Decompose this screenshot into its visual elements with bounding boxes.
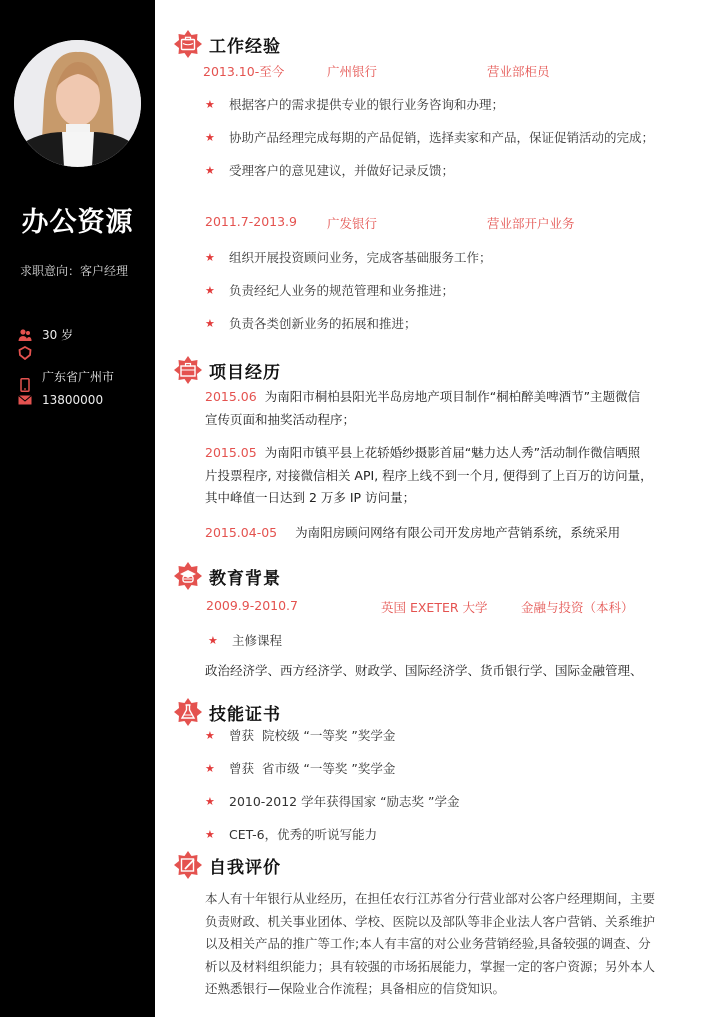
section-education [173, 561, 281, 591]
section-title: 工作经验 [209, 36, 281, 57]
star-icon: ★ [205, 163, 215, 177]
star-icon: ★ [205, 97, 215, 111]
location-row [18, 360, 114, 392]
phone-row [18, 393, 103, 407]
location-icon-row [18, 346, 42, 360]
job-duty: ★ 协助产品经理完成每期的产品促销，选择卖家和产品，保证促销活动的完成； [205, 130, 655, 145]
mail-icon [18, 393, 32, 407]
edu-period: 2009.9-2010.7 [206, 598, 298, 613]
section-self-evaluation [173, 850, 281, 880]
job-period: 2013.10-至今 [203, 64, 285, 79]
skill-item: ★ CET-6，优秀的听说写能力 [205, 827, 378, 842]
project-item: 2015.05 为南阳市镇平县上花轿婚纱摄影首届“魅力达人秀”活动制作微信晒照 片投票程序, 对接微信相关 API, 程序上线不到一个月, 便得到了上百万的访问量， 其中峰值一日达到 2 万多 IP 访问量； [205, 445, 653, 505]
star-icon: ★ [205, 761, 215, 775]
pencil-icon [173, 850, 203, 880]
job-duty: ★ 受理客户的意见建议，并做好记录反馈； [205, 163, 455, 178]
skill-item: ★ 2010-2012 学年获得国家 “励志奖 ”学金 [205, 794, 460, 809]
section-title: 项目经历 [209, 362, 281, 383]
project-date: 2015.05 [205, 445, 257, 460]
job-duty: ★ 负责经纪人业务的规范管理和业务推进； [205, 283, 455, 298]
skill-item: ★ 曾获 省市级 “一等奖 ”奖学金 [205, 761, 396, 776]
location: 广东省广州市 [42, 369, 115, 384]
project-date: 2015.04-05 [205, 525, 278, 540]
star-icon: ★ [208, 633, 218, 647]
main-content [155, 0, 720, 1017]
section-title: 教育背景 [209, 568, 281, 589]
job-intent-label: 求职意向： [20, 264, 81, 278]
toolbox-icon [173, 355, 203, 385]
job-company: 广发银行 [327, 216, 378, 231]
section-work-experience [173, 29, 281, 59]
briefcase-icon [173, 29, 203, 59]
job-intent [20, 262, 128, 279]
phone-number: 13800000 [42, 393, 104, 407]
edu-school: 英国 EXETER 大学 [381, 600, 488, 615]
job-duty: ★ 负责各类创新业务的拓展和推进； [205, 316, 417, 331]
star-icon: ★ [205, 283, 215, 297]
star-icon: ★ [205, 827, 215, 841]
project-item: 2015.06 为南阳市桐柏县阳光半岛房地产项目制作“桐柏醉美啤酒节”主题微信 宣传页面和抽奖活动程序； [205, 389, 641, 427]
star-icon: ★ [205, 794, 215, 808]
phone-icon [18, 378, 32, 392]
courses-label: ★ 主修课程 [208, 633, 283, 648]
people-icon [18, 328, 32, 342]
courses-list: 政治经济学、西方经济学、财政学、国际经济学、货币银行学、国际金融管理、 [205, 663, 643, 678]
skill-item: ★ 曾获 院校级 “一等奖 ”奖学金 [205, 728, 396, 743]
section-title: 自我评价 [209, 857, 281, 878]
star-icon: ★ [205, 728, 215, 742]
age: 30 岁 [42, 328, 74, 342]
project-date: 2015.06 [205, 389, 257, 404]
section-projects [173, 355, 281, 385]
job-duty: ★ 根据客户的需求提供专业的银行业务咨询和办理； [205, 97, 505, 112]
section-title: 技能证书 [209, 704, 281, 725]
flask-icon [173, 697, 203, 727]
candidate-name: 办公资源 [21, 207, 134, 238]
job-position: 营业部开户业务 [487, 216, 575, 231]
avatar-photo [14, 40, 141, 167]
self-evaluation-text: 本人有十年银行从业经历，在担任农行江苏省分行营业部对公客户经理期间，主要 负责财政、机关事业团体、学校、医院以及部队等非企业法人客户营销、关系维护 以及相关产品的推广等工作;本人有丰富的对公业务营销经验,具备较强的调查、分 析以及材料组织能力；具有较强的市场拓展能力，掌握一定的客户资源；另外本人 还熟悉银行—保险业合作流程；具备相应的信贷知识。 [205, 891, 656, 996]
age-row [18, 326, 73, 343]
project-item: 2015.04-05 为南阳房顾问网络有限公司开发房地产营销系统，系统采用 [205, 525, 621, 540]
sidebar [0, 0, 155, 1017]
star-icon: ★ [205, 130, 215, 144]
job-duty: ★ 组织开展投资顾问业务，完成客基础服务工作； [205, 250, 492, 265]
star-icon: ★ [205, 316, 215, 330]
edu-major: 金融与投资（本科） [521, 600, 634, 615]
section-skills [173, 697, 281, 727]
avatar [14, 40, 141, 167]
graduation-cap-icon [173, 561, 203, 591]
location-pin-icon [18, 346, 32, 360]
job-company: 广州银行 [327, 64, 378, 79]
job-position: 营业部柜员 [487, 64, 550, 79]
job-intent-value: 客户经理 [80, 264, 129, 278]
job-period: 2011.7-2013.9 [205, 214, 297, 229]
star-icon: ★ [205, 250, 215, 264]
